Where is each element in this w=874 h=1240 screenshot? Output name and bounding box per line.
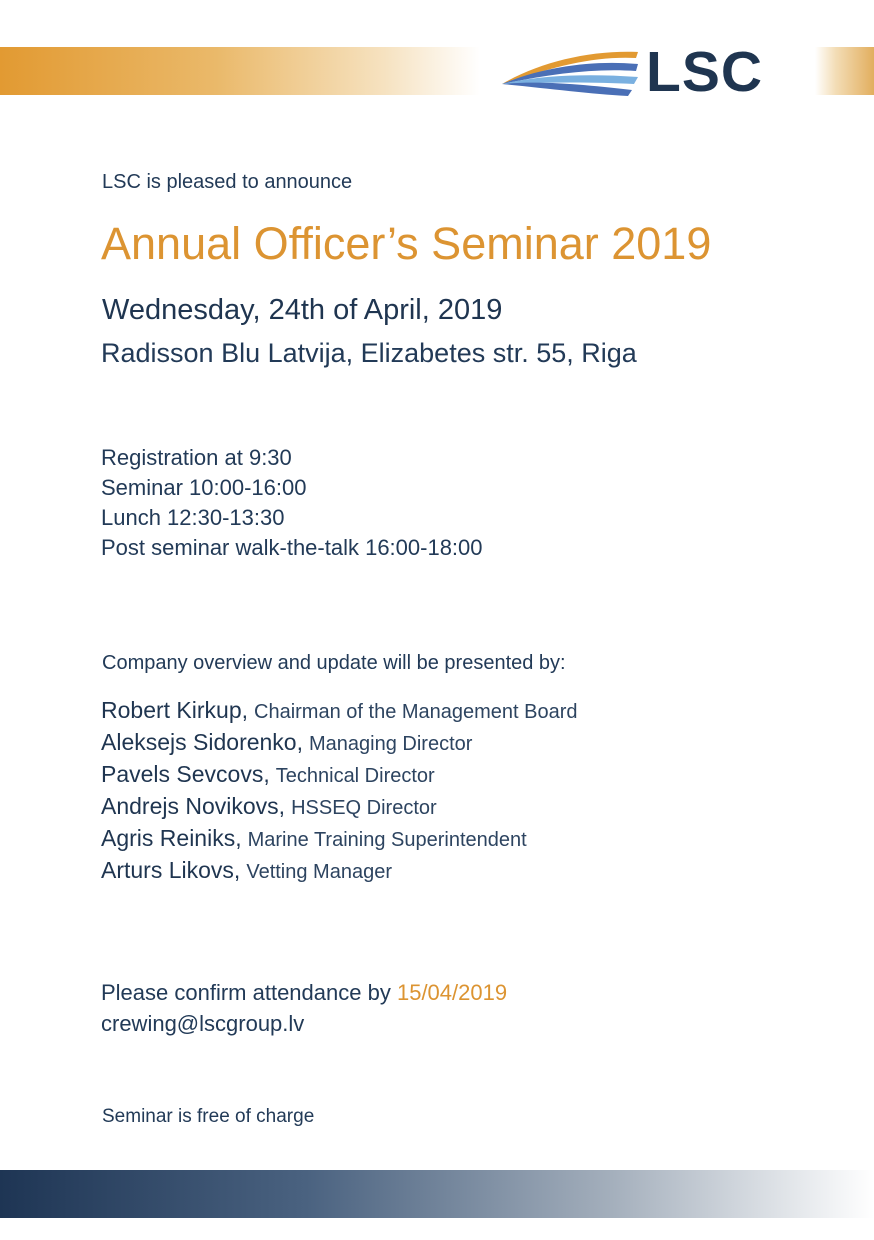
presenter-name: Pavels Sevcovs, (101, 761, 270, 787)
presenter-role: Chairman of the Management Board (254, 701, 578, 723)
presenter-name: Agris Reiniks, (101, 825, 242, 851)
lsc-logo (500, 40, 780, 104)
footer-note: Seminar is free of charge (102, 1106, 315, 1127)
bottom-navy-band (0, 1170, 874, 1218)
page-title: Annual Officer’s Seminar 2019 (101, 218, 712, 269)
schedule-list (101, 443, 483, 563)
presenters-heading: Company overview and update will be presented by: (102, 652, 566, 674)
rsvp-text: Please confirm attendance by (101, 980, 391, 1005)
presenter-row (101, 758, 578, 790)
presenter-name: Robert Kirkup, (101, 697, 249, 723)
presenter-name: Aleksejs Sidorenko, (101, 729, 303, 755)
event-venue: Radisson Blu Latvija, Elizabetes str. 55, Riga (101, 338, 637, 368)
top-orange-band-right (815, 47, 874, 95)
rsvp-email[interactable]: crewing@lscgroup.lv (101, 1011, 305, 1036)
logo-wordmark: LSC (646, 40, 763, 104)
presenter-role: HSSEQ Director (291, 797, 437, 819)
presenter-row (101, 790, 578, 822)
schedule-item: Post seminar walk-the-talk 16:00-18:00 (101, 535, 483, 560)
rsvp-line (101, 980, 507, 1006)
presenter-row (101, 854, 578, 886)
presenter-role: Technical Director (275, 765, 435, 787)
event-date: Wednesday, 24th of April, 2019 (102, 294, 503, 326)
presenter-row (101, 694, 578, 726)
presenter-role: Managing Director (309, 733, 473, 755)
presenter-role: Marine Training Superintendent (247, 829, 527, 851)
schedule-item: Lunch 12:30-13:30 (101, 505, 285, 530)
wave-logo-icon (500, 44, 645, 100)
intro-text: LSC is pleased to announce (102, 171, 353, 193)
presenter-row (101, 822, 578, 854)
presenter-name: Andrejs Novikovs, (101, 793, 286, 819)
schedule-item: Registration at 9:30 (101, 445, 292, 470)
top-orange-band (0, 47, 480, 95)
presenters-list (101, 694, 578, 886)
schedule-item: Seminar 10:00-16:00 (101, 475, 307, 500)
presenter-role: Vetting Manager (246, 861, 392, 883)
presenter-row (101, 726, 578, 758)
rsvp-deadline: 15/04/2019 (396, 980, 508, 1005)
presenter-name: Arturs Likovs, (101, 857, 241, 883)
